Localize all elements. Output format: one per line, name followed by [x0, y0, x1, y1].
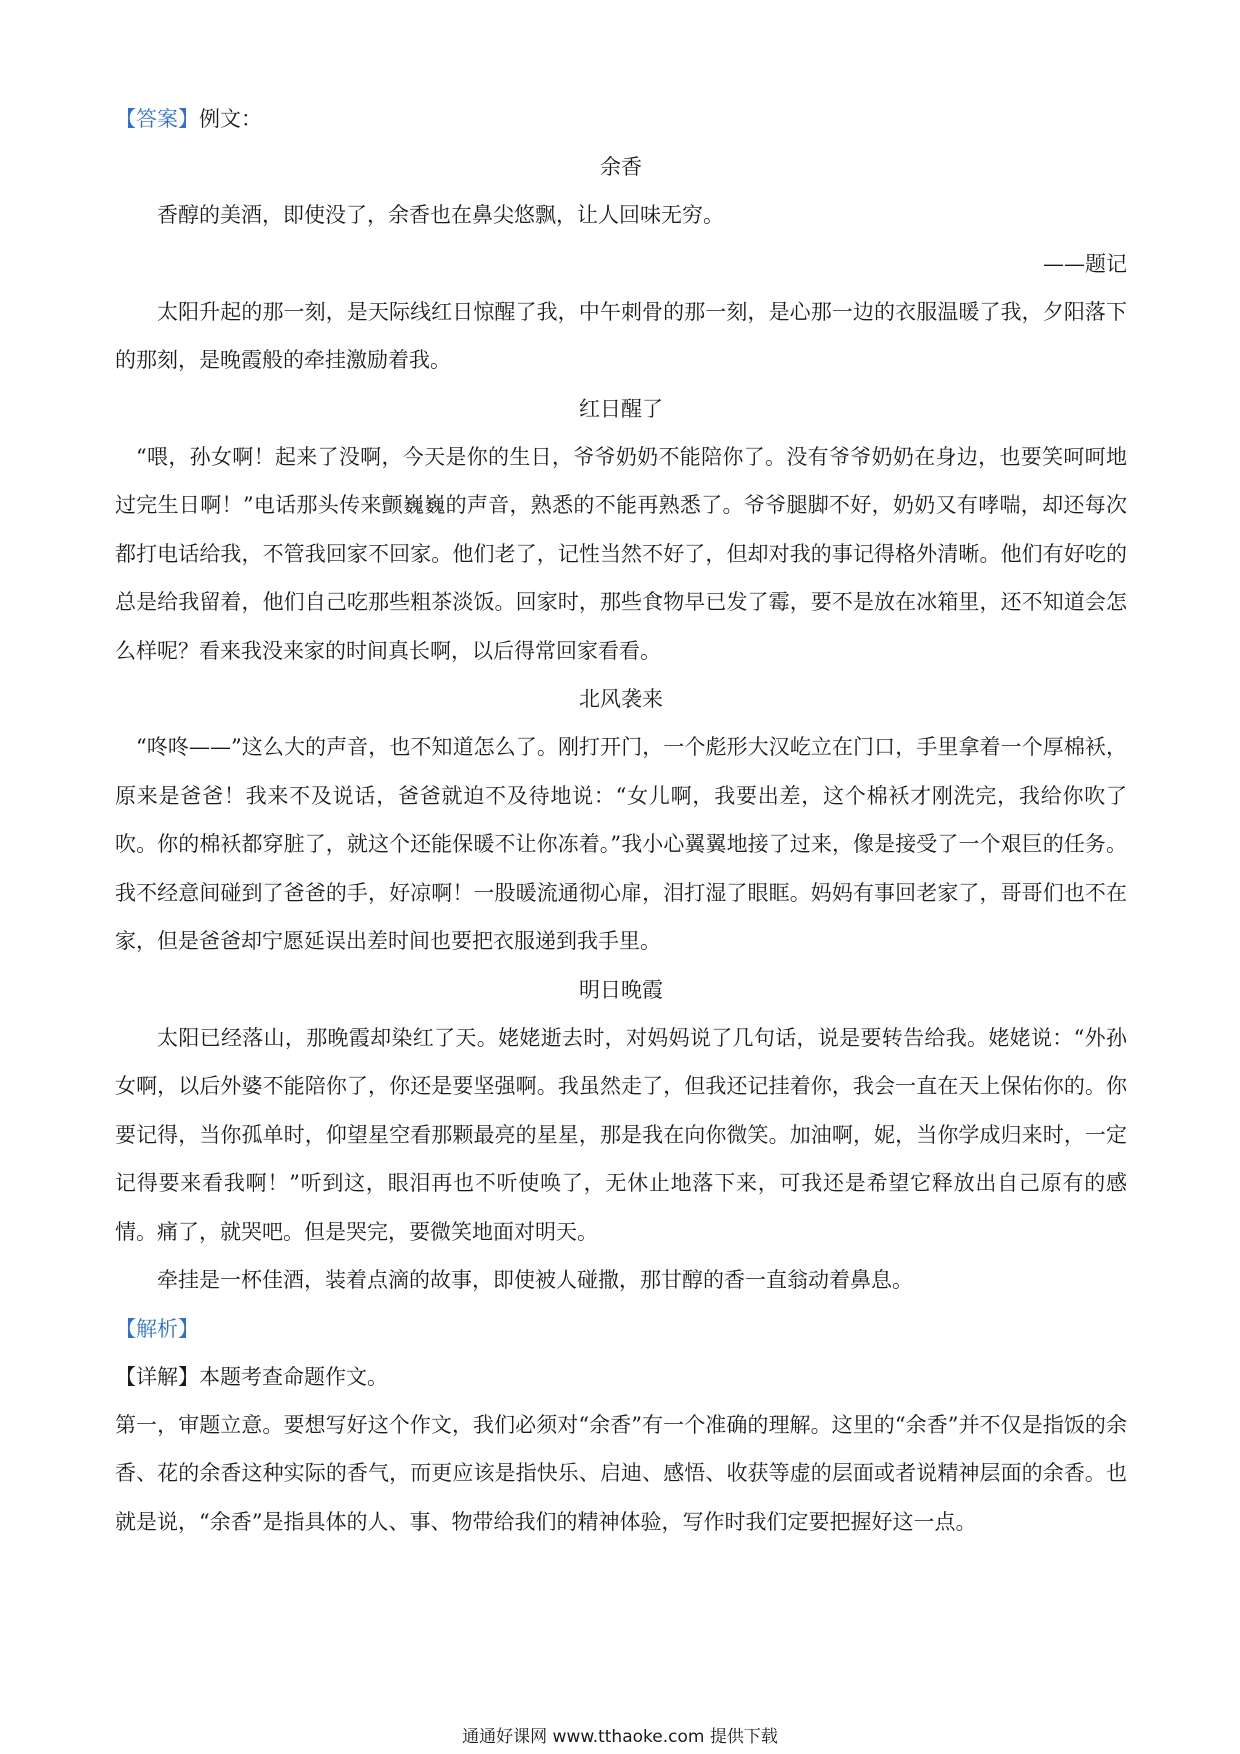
answer-intro: 例文：: [199, 107, 262, 131]
detail-text: 本题考查命题作文。: [199, 1364, 388, 1389]
essay-conclusion: 牵挂是一杯佳酒，装着点滴的故事，即使被人碰撒，那甘醇的香一直翁动着鼻息。: [157, 1268, 913, 1292]
essay-epigraph: 香醇的美酒，即使没了，余香也在鼻尖悠飘，让人回味无穷。: [157, 203, 724, 227]
section-3-paragraph: 太阳已经落山，那晚霞却染红了天。姥姥逝去时，对妈妈说了几句话，说是要转告给我。姥姥说：“外孙女啊，以后外婆不能陪你了，你还是要坚强啊。我虽然走了，但我还记挂着你，我会一直在天上保佑你的。你要记得，当你孤单时，仰望星空看那颗最亮的星星，那是我在向你微笑。加油啊，妮，当你学成归来时，一定记得要来看我啊！”听到这，眼泪再也不听使唤了，无休止地落下来，可我还是希望它释放出自己原有的感情。痛了，就哭吧。但是哭完，要微笑地面对明天。: [115, 1025, 1127, 1244]
section-2-paragraph: “咚咚——”这么大的声音，也不知道怎么了。刚打开门，一个彪形大汉屹立在门口，手里拿着一个厚棉袄，原来是爸爸！我来不及说话，爸爸就迫不及待地说：“女儿啊，我要出差，这个棉袄才刚洗完，我给你吹了吹。你的棉袄都穿脏了，就这个还能保暖不让你冻着。”我小心翼翼地接了过来，像是接受了一个艰巨的任务。我不经意间碰到了爸爸的手，好凉啊！一股暖流通彻心扉，泪打湿了眼眶。妈妈有事回老家了，哥哥们也不在家，但是爸爸却宁愿延误出差时间也要把衣服递到我手里。: [115, 735, 1127, 953]
essay-title: 余香: [600, 155, 642, 179]
section-1-paragraph: “喂，孙女啊！起来了没啊，今天是你的生日，爷爷奶奶不能陪你了。没有爷爷奶奶在身边，也要笑呵呵地过完生日啊！”电话那头传来颤巍巍的声音，熟悉的不能再熟悉了。爷爷腿脚不好，奶奶又有哮喘，却还每次都打电话给我，不管我回家不回家。他们老了，记性当然不好了，但却对我的事记得格外清晰。他们有好吃的总是给我留着，他们自己吃那些粗茶淡饭。回家时，那些食物早已发了霉，要不是放在冰箱里，还不知道会怎么样呢？看来我没来家的时间真长啊，以后得常回家看看。: [115, 444, 1127, 663]
answer-label: 【答案】: [115, 107, 199, 131]
section-3-title: 明日晚霞: [579, 977, 663, 1002]
epigraph-attribution: ——题记: [1043, 251, 1127, 276]
detail-label: 【详解】: [115, 1364, 199, 1389]
analysis-point-1: 第一，审题立意。要想写好这个作文，我们必须对“余香”有一个准确的理解。这里的“余香”并不仅是指饭的余香、花的余香这种实际的香气，而更应该是指快乐、启迪、感悟、收获等虚的层面或者说精神层面的余香。也就是说，“余香”是指具体的人、事、物带给我们的精神体验，写作时我们定要把握好这一点。: [115, 1412, 1127, 1534]
document-body: [115, 95, 1127, 1546]
analysis-heading: [115, 1305, 1127, 1353]
detail-heading: [115, 1353, 1127, 1401]
section-2-title: 北风袭来: [579, 687, 663, 711]
answer-heading: [115, 95, 1127, 143]
page-footer: 通通好课网 www.tthaoke.com 提供下载: [462, 1727, 778, 1747]
essay-intro-paragraph: 太阳升起的那一刻，是天际线红日惊醒了我，中午刺骨的那一刻，是心那一边的衣服温暖了我，夕阳落下的那刻，是晚霞般的牵挂激励着我。: [115, 299, 1127, 372]
analysis-label: 【解析】: [115, 1316, 199, 1341]
section-1-title: 红日醒了: [579, 396, 663, 421]
